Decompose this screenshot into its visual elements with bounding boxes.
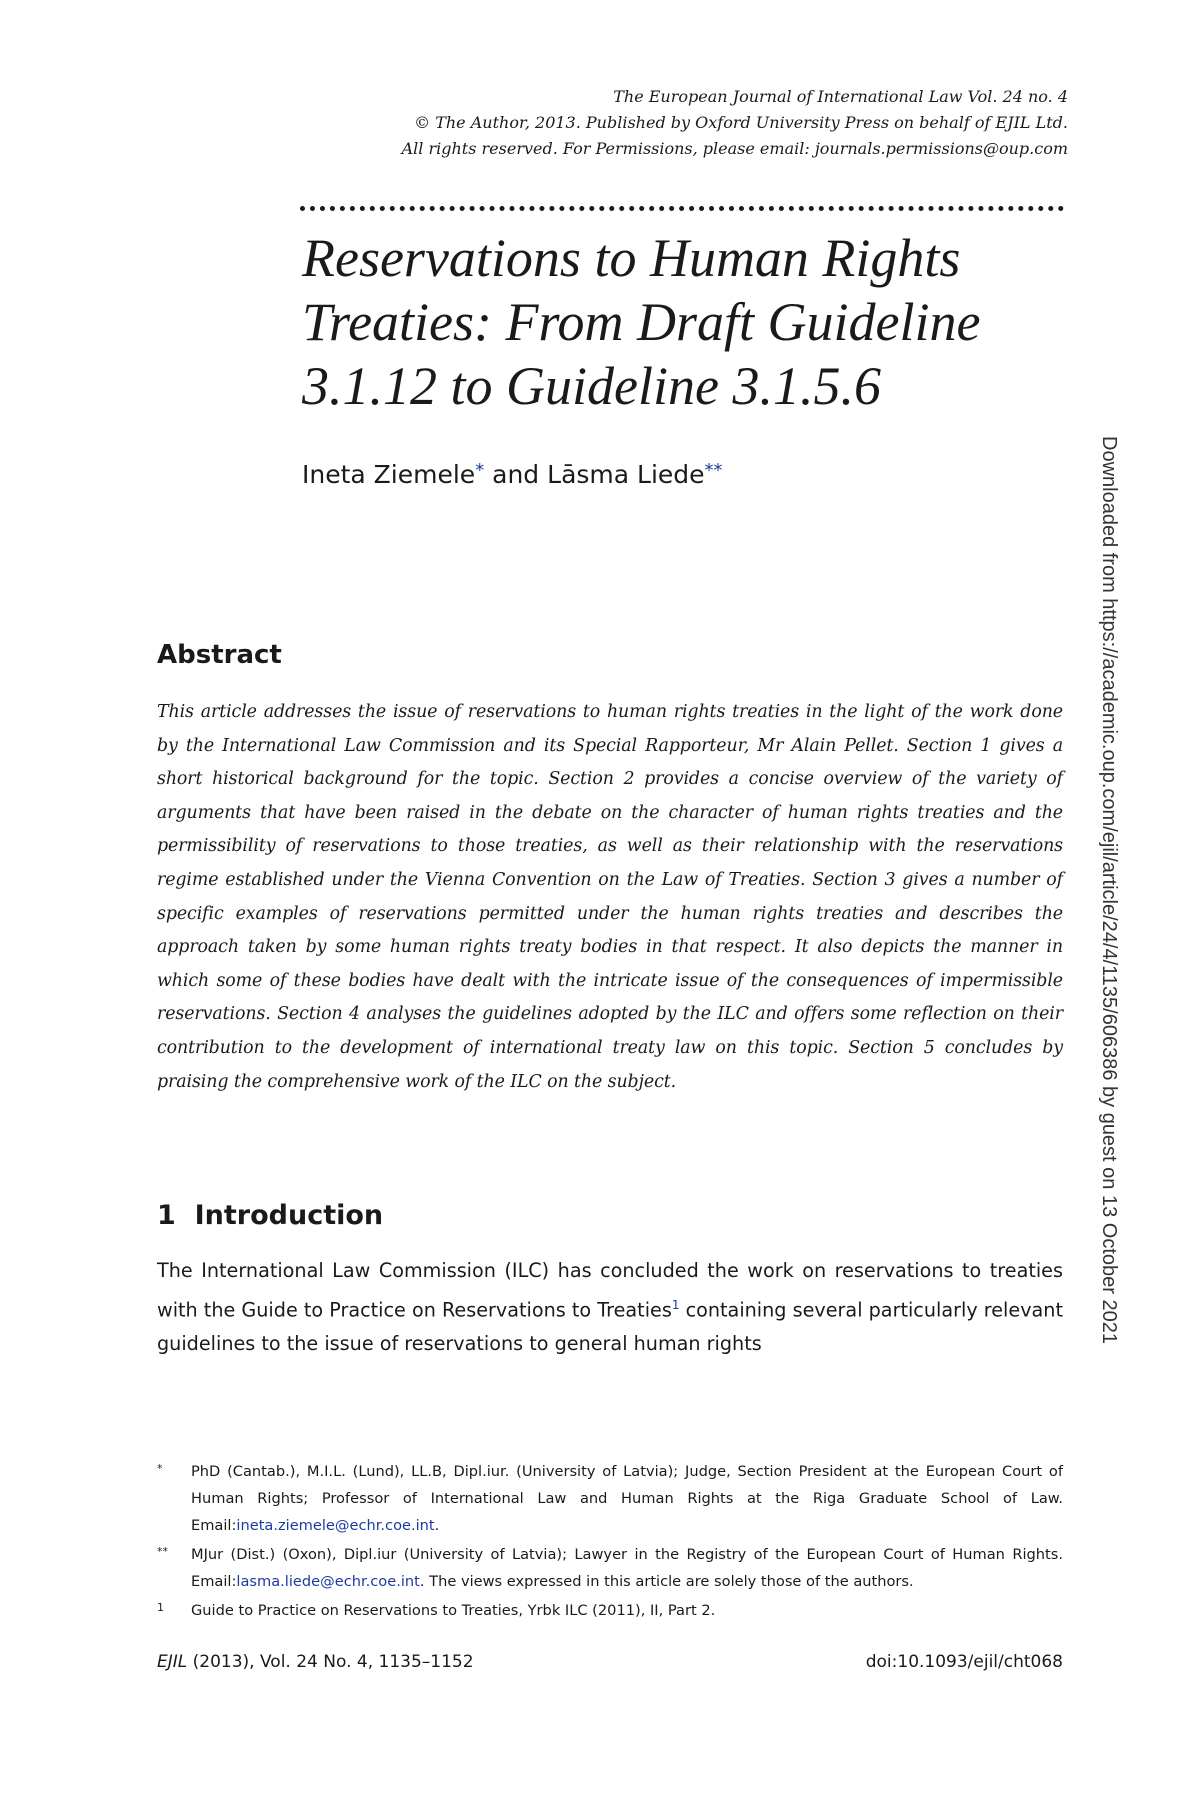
author-list [302, 460, 723, 489]
footnote-reference[interactable]: 1 [671, 1298, 680, 1312]
footnote-text-end: . The views expressed in this article are solely those of the authors. [419, 1573, 914, 1590]
journal-abbrev: EJIL [157, 1652, 188, 1672]
paragraph-text: containing several particularly relevant guidelines to the issue of reservations to general human rights [157, 1298, 1063, 1356]
section-title: Introduction [194, 1200, 384, 1231]
author-footnote-mark[interactable]: ** [704, 460, 723, 481]
download-watermark: Downloaded from https://academic.oup.com/ejil/article/24/4/1135/606386 by guest on 13 October 2021 [1098, 436, 1120, 1344]
abstract-body: This article addresses the issue of reservations to human rights treaties in the light of the work done by the International Law Commission and its Special Rapporteur, Mr Alain Pellet. Section 1 gives a short historical background for the topic. Section 2 provides a concise overview of the variety of arguments that have been raised in the debate on the character of human rights treaties and the permissibility of reservations to those treaties, as well as their relationship with the reservations regime established under the Vienna Convention on the Law of Treaties. Section 3 gives a number of specific examples of reservations permitted under the human rights treaties and describes the approach taken by some human rights treaty bodies in that respect. It also depicts the manner in which some of these bodies have dealt with the intricate issue of the consequences of impermissible reservations. Section 4 analyses the guidelines adopted by the ILC and offers some reflection on their contribution to the development of international treaty law on this topic. Section 5 concludes by praising the comprehensive work of the ILC on the subject. [157, 702, 1063, 1092]
section-number: 1 [157, 1200, 176, 1231]
section-heading [157, 1200, 383, 1231]
footnote-text: MJur (Dist.) (Oxon), Dipl.iur (University of Latvia); Lawyer in the Registry of the European Court of Human Rights. Email: [191, 1546, 1063, 1590]
footnote-text: PhD (Cantab.), M.I.L. (Lund), LL.B, Dipl.iur. (University of Latvia); Judge, Section President at the European Court of Human Rights; Professor of International Law and Human Rights at the Riga Graduate School of Law. Email: [191, 1463, 1063, 1534]
author-footnote-mark[interactable]: * [475, 460, 485, 481]
footnote-mark: 1 [157, 1601, 164, 1614]
citation-details: (2013), Vol. 24 No. 4, 1135–1152 [187, 1652, 474, 1672]
footnotes [157, 1458, 1063, 1626]
paragraph-text: The International Law Commission (ILC) has concluded the work on reservations to treaties with the Guide to Practice on Reservations to Treaties [157, 1259, 1063, 1322]
footnote-mark: * [157, 1462, 163, 1475]
author-conjunction: and [492, 460, 540, 489]
journal-header [308, 84, 1068, 162]
journal-header-line2: © The Author, 2013. Published by Oxford University Press on behalf of EJIL Ltd. [414, 113, 1068, 132]
footnote-text-end: . [434, 1517, 440, 1534]
email-link[interactable]: ineta.ziemele@echr.coe.int [236, 1517, 435, 1534]
footnote [157, 1597, 1063, 1624]
footnote-text: Guide to Practice on Reservations to Treaties, Yrbk ILC (2011), II, Part 2. [191, 1602, 716, 1619]
footnote [157, 1458, 1063, 1539]
citation [157, 1652, 474, 1672]
title-line1: Reservations to Human Rights [302, 228, 961, 288]
article-title [302, 226, 1062, 418]
title-line2: Treaties: From Draft Guideline [302, 292, 981, 352]
author-name: Ineta Ziemele [302, 460, 476, 489]
author-name: Lāsma Liede [547, 460, 705, 489]
email-link[interactable]: lasma.liede@echr.coe.int [236, 1573, 420, 1590]
footnote-mark: ** [157, 1545, 168, 1558]
introduction-paragraph [157, 1254, 1063, 1361]
journal-header-line1: The European Journal of International Law Vol. 24 no. 4 [613, 87, 1068, 106]
title-line3: 3.1.12 to Guideline 3.1.5.6 [302, 356, 881, 416]
page-footer [157, 1652, 1063, 1672]
header-divider [300, 206, 1064, 211]
doi[interactable]: doi:10.1093/ejil/cht068 [865, 1652, 1063, 1672]
footnote [157, 1541, 1063, 1595]
abstract-heading: Abstract [157, 640, 282, 670]
journal-header-line3: All rights reserved. For Permissions, please email: journals.permissions@oup.com [401, 139, 1068, 158]
